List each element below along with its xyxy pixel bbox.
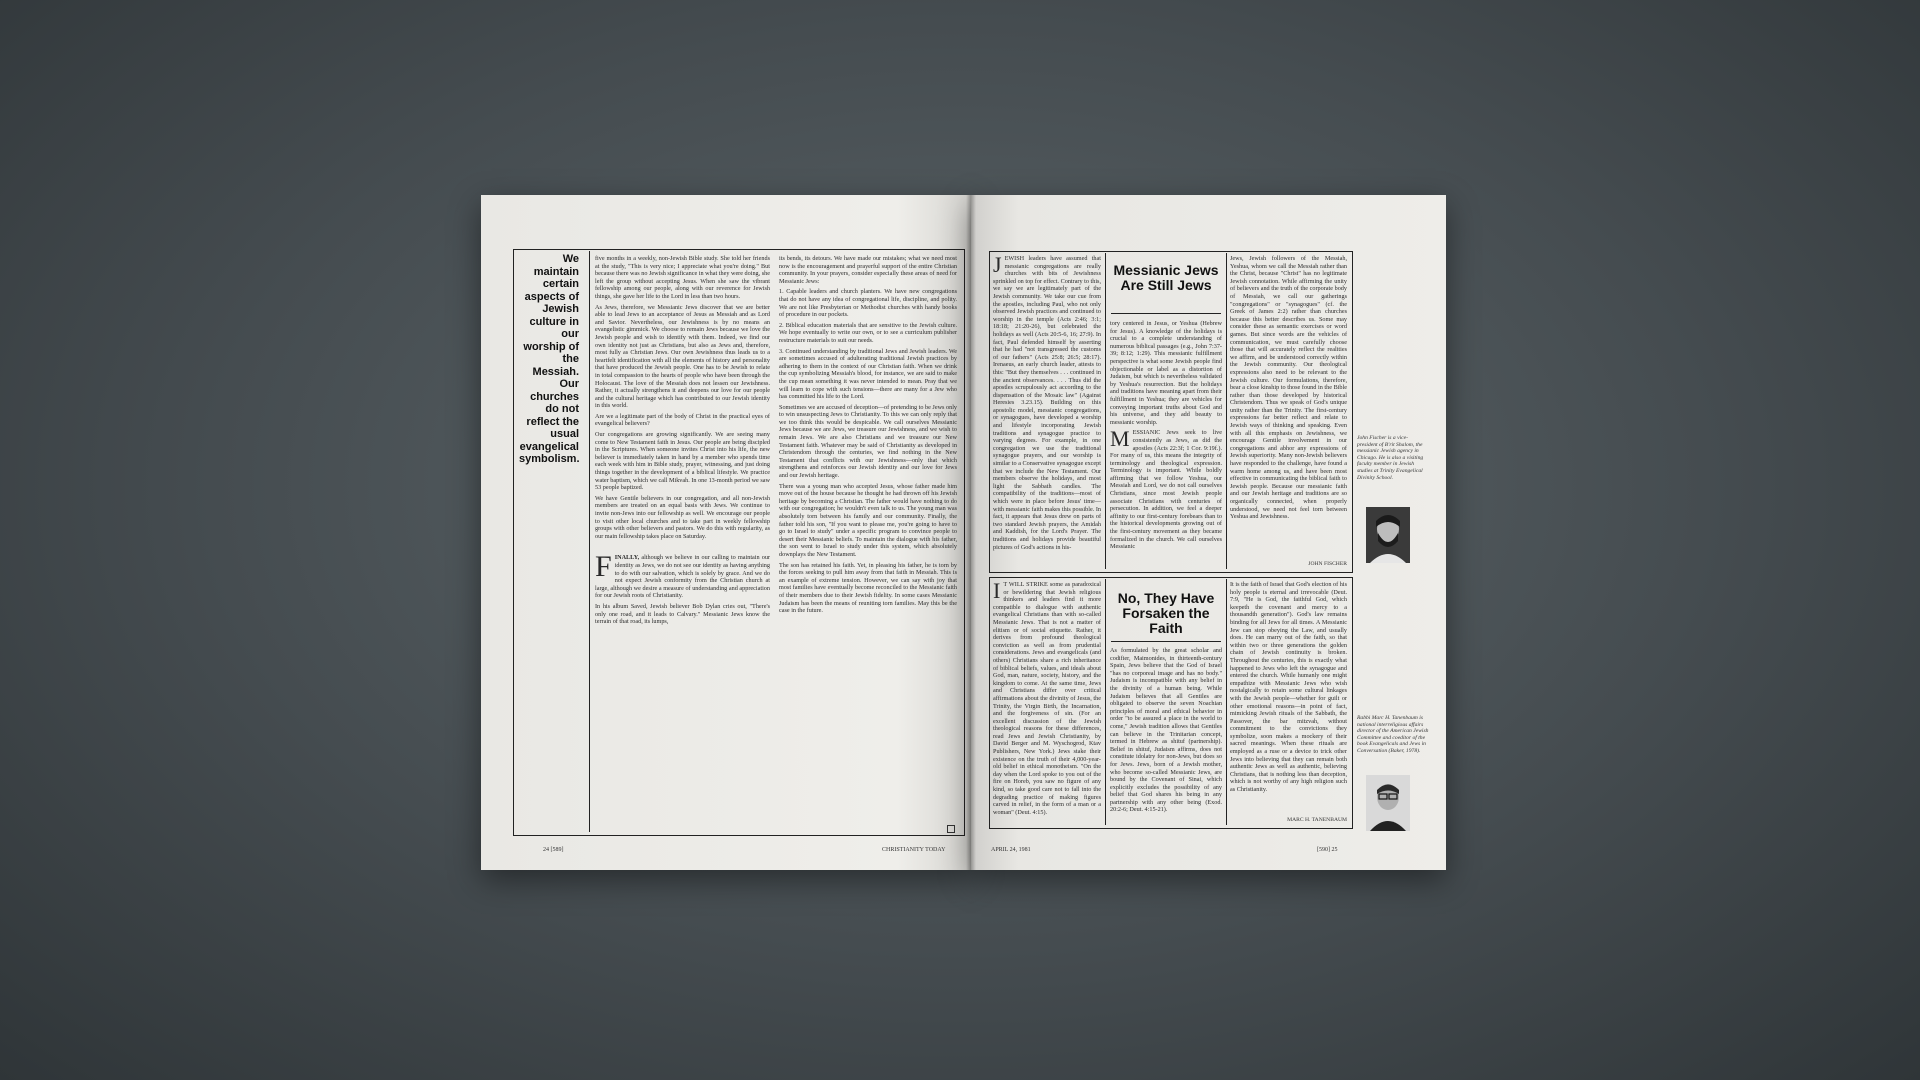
top-column-1 — [993, 255, 1101, 569]
finally-section — [595, 550, 770, 626]
bottom-rule-2 — [1226, 579, 1227, 825]
byline-john-fischer: JOHN FISCHER — [1308, 561, 1347, 567]
finally-lead: INALLY, — [614, 554, 640, 562]
col1-text — [595, 255, 770, 540]
top-col2-text-b: ESSIANIC Jews seek to live consistently as Jews, as did the apostles (Acts 22:3f; 1 Cor. 9:19f.). For many of us, this means the integrity of terminology and theological expression. Terminology is important. While boldly affirming that we follow Yeshua, our Messiah and Lord, we do not call ourselves Christians, since most Jewish people associate Christians with centuries of persecution. In addition, we feel a deeper affinity to our first-century forebears than to the historical developments growing out of the first-century movement as they became formalized in the church. We call ourselves Messianic — [1110, 429, 1222, 551]
dropcap-i: I — [993, 581, 1001, 603]
folio-date: APRIL 24, 1981 — [991, 847, 1031, 853]
photo-john-fischer — [1366, 507, 1410, 563]
headline-messianic-jews: Messianic Jews Are Still Jews — [1113, 262, 1219, 293]
end-mark — [947, 825, 955, 833]
col2-paragraph: 2. Biblical education materials that are sensitive to the Jewish culture. We hope eventually to write our own, or to see a curriculum publisher restructure materials to suit our needs. — [779, 321, 957, 344]
bottom-rule-1 — [1105, 579, 1106, 825]
col2-paragraph: 1. Capable leaders and church planters. We have new congregations that do not have any idea of congregational life, discipline, and polity. We are not like Presbyterian or Methodist churches with handy books of procedure in our pockets. — [779, 288, 957, 319]
headline-forsaken-faith: No, They Have Forsaken the Faith — [1117, 590, 1215, 636]
pull-quote: We maintain certain aspects of Jewish culture in our worship of the Messiah. Our churches do not reflect the usual evangelical symbolism. — [519, 253, 580, 465]
caption-john-fischer: John Fischer is a vice-president of B'rit Shalom, the messianic Jewish agency in Chicago. He is also a visiting faculty member in Jewish studies at Trinity Evangelical Divinity School. — [1357, 435, 1424, 481]
portrait-icon — [1366, 507, 1410, 563]
col2-text — [779, 255, 957, 615]
bottom-col1-text: T WILL STRIKE some as paradoxical or bewildering that Jewish religious thinkers and leaders find it more compatible to dialogue with authentic evangelical Christians than with so-called Messianic Jews. That is not a matter of elitism or of social etiquette. Rather, it derives from profound theological conviction as well as from prudential considerations. Jews and evangelicals (and others) Christians share a rich inheritance of biblical beliefs, values, and ideals about God, man, nature, society, history, and the kingdom to come. At the same time, Jews and Christians differ over critical affirmations about the divinity of Jesus, the Trinity, the Virgin Birth, the Incarnation, and the forgiveness of sin. (For an excellent discussion of the Jewish theological reasons for these differences, read Jews and Jewish Christianity, by David Berger and M. Wyschogrod, Ktav Publishers, New York.) Jews stake their existence on the truth of their 4,000-year-old belief in ethical monotheism. "On the day when the Lord spoke to you out of the fire on Horeb, you saw no figure of any kind, so take good care not to fall into the degrading practice of making figures carved in relief, in the form of a man or a woman" (Deut. 4:15). — [993, 581, 1101, 816]
finally-p1: although we believe in our calling to maintain our identity as Jews, we do not see our identity as having anything to do with our salvation, which is solely by grace. And we do not expect Jewish conformity from the Christian church at large, although we desire a measure of understanding and appreciation for our Jewish roots of Christianity. — [595, 554, 770, 600]
folio-page-number-right: [590] 25 — [1317, 847, 1338, 853]
spine-shadow — [966, 195, 976, 870]
folio-page-number: 24 [589] — [543, 847, 564, 853]
top-rule-2 — [1226, 253, 1227, 569]
col2-paragraph: The son has retained his faith. Yet, in pleasing his father, he is torn by the forces seeking to pull him away from that faith in Messiah. This is an example of extreme tension. However, we can say with joy that most families have eventually become reconciled to the Messianic faith of their members due to their Jewish fidelity. In some cases Messianic Judaism has been the means of reuniting torn families. May this be the case in the future. — [779, 561, 957, 615]
bottom-column-2 — [1110, 647, 1222, 825]
left-page — [481, 195, 971, 870]
left-column-1 — [595, 255, 770, 833]
byline-marc-tanenbaum: MARC H. TANENBAUM — [1287, 817, 1347, 823]
bottom-column-3 — [1230, 581, 1347, 815]
col1-paragraph: Are we a legitimate part of the body of Christ in the practical eyes of evangelical believers? — [595, 412, 770, 428]
portrait-icon — [1366, 775, 1410, 831]
left-column-2 — [779, 255, 957, 833]
caption-marc-tanenbaum: Rabbi Marc H. Tanenbaum is national interreligious affairs director of the American Jewish Committee and coeditor of the book Evangelicals and Jews in Conversation (Baker, 1978). — [1357, 715, 1429, 754]
headline-rule-bottom — [1111, 641, 1221, 642]
finally-p2: In his album Saved, Jewish believer Bob Dylan cries out, "There's only one road, and it leads to Calvary." Messianic Jews know the terrain of that road, its lumps, — [595, 602, 770, 626]
right-page — [971, 195, 1446, 870]
col2-paragraph: There was a young man who accepted Jesus, whose father made him move out of the house because he thought he had thrown off his Jewish heritage by becoming a Christian. The father would have nothing to do with our congregation; he wouldn't even talk to us. The young man was absolutely torn between his family and our community. Finally, the father told his son, "If you want to please me, you're going to have to go to Israel to study" under a specific program to convince people to desert their Messianic beliefs. To maintain the dialogue with his father, the son went to Israel to study under this system, which absolutely downplays the New Testament. — [779, 482, 957, 558]
col1-paragraph: five months in a weekly, non-Jewish Bible study. She told her friends at the study, "This is very nice; I appreciate what you're doing." But because there was no Jewish significance in what they were doing, she left the group without accepting Jesus. When she saw the vibrant fellowship among our people, along with our reverence for Jewish things, she gave her life to the Lord in less than two hours. — [595, 255, 770, 300]
dropcap-f: F — [595, 550, 612, 584]
dropcap-j: J — [993, 255, 1002, 277]
col2-paragraph: its bends, its detours. We have made our mistakes; what we need most now is the encouragement and prayerful support of the entire Christian community. In your prayers, consider especially these areas of need for Messianic Jews: — [779, 255, 957, 285]
top-col2-text-a: tory centered in Jesus, or Yeshua (Hebrew for Jesus). A knowledge of the holidays is crucial to a complete understanding of numerous biblical passages (e.g., John 7:37-39; 8:12; 1:29). This messianic fulfillment perspective is what some Jewish people find objectionable or label as a distortion of Judaism, but which is nevertheless validated by Yeshua's resurrection. But the holidays and traditions have meaning apart from their fulfillment in Yeshua; they are vehicles for conveying important truths about God and his universe, and they add beauty to messianic worship. — [1110, 320, 1222, 426]
col1-paragraph: We have Gentile believers in our congregation, and all non-Jewish members are treated on an equal basis with Jews. We continue to invite non-Jews into our fellowship as well. We encourage our people to visit other local churches and to take part in weekly fellowship groups with other believers and pastors. We do this with regularity, as our main fellowship takes place on Saturday. — [595, 494, 770, 540]
top-column-3 — [1230, 255, 1347, 555]
col2-paragraph: 3. Continued understanding by traditional Jews and Jewish leaders. We are sometimes accused of adulterating traditional Jewish practices by adhering to them in the context of our Christian faith. When we drink the cup symbolizing Messiah's blood, for instance, we are said to make the cup mean something it was never intended to mean. Pray that we will learn to cope with such tensions—there are many for a Jew who has committed his life to the Lord. — [779, 347, 957, 401]
col1-paragraph: As Jews, therefore, we Messianic Jews discover that we are better able to lead Jews to an acceptance of Jesus as Messiah and as Lord and Savior. Nevertheless, our Jewishness is by no means an evangelistic gimmick. We choose to remain Jews because we love the Jewish people and wish to identify with them. Indeed, we find our own identity not just as Christians, but also as Jews and, therefore, most fully as Christian Jews. Our own Jewishness thus leads us to a heartfelt identification with all the elements of history and personality that have produced the Jewish people. One has to be Jewish to relate in total compassion to the hearts of people who have been through the Holocaust. The love of the Messiah does not lessen our Jewishness. Rather, it actually strengthens it and deepens our love for our people and the cultural heritage which has contributed to our Jewish identity in this world. — [595, 303, 770, 410]
col1-paragraph: Our congregations are growing significantly. We are seeing many come to New Testament faith in Jesus. Our people are being discipled in the Scriptures. When someone invites Christ into his life, the new believer is immediately taken in hand by a member who spends time each week with him in Bible study, prayer, witnessing, and just doing things together in the development of a biblical lifestyle. We practice water baptism, which we call Mikvah. In one 13-month period we saw 53 people baptized. — [595, 431, 770, 492]
col2-paragraph: Sometimes we are accused of deception—of pretending to be Jews only to win unsuspecting Jews to Christianity. To this we can only reply that we too think this would be despicable. We call ourselves Messianic Jews because we are Jews, we treasure our Jewishness, and we wish to remain Jews. We are also Christians and we treasure our New Testament faith. Whatever may be said of Christianity as developed in Christendom through the centuries, we find nothing in the New Testament that conflicts with our Jewishness—only that which strengthens and reinforces our Jewish identity and our love for Jews and our Jewish heritage. — [779, 403, 957, 480]
top-column-2 — [1110, 320, 1222, 569]
headline-rule — [1111, 313, 1221, 314]
bottom-column-1 — [993, 581, 1101, 825]
bottom-col3-text: It is the faith of Israel that God's election of his holy people is eternal and irrevocable (Deut. 7:9, "He is God, the faithful God, which keepeth the covenant and mercy to a thousandth generation"). God's law remains binding for all Jews for all times. A Messianic Jew can stop obeying the Law, and usually does. He can marry out of the faith, so that within two or three generations the golden chain of Jewish continuity is broken. Throughout the centuries, this is exactly what happened to Jews who left the synagogue and entered the church. While humanly one might empathize with Messianic Jews who wish nostalgically to retain some cultural linkages with the Jewish people—whether for guilt or other emotional reasons—in point of fact, mimicking Jewish rituals of the Sabbath, the Passover, the bar mitzvah, without commitment to the convictions they symbolize, soon makes a mockery of their sacred meanings. When these rituals are employed as a ruse or a device to trick other Jews into believing that they can remain both authentic Jews as well as authentic, believing Christians, that is nothing less than deception, which is not worthy of any high religion such as Christianity. — [1230, 581, 1347, 794]
top-col1-text: EWISH leaders have assumed that messianic congregations are really churches with bits of Jewishness sprinkled on top for effect. Contrary to this, we say we are legitimately part of the Jewish community. We take our cue from the apostles, including Paul, who not only observed Jewish practices and continued to worship in the temple (Acts 2:46; 3:1; 18:18; 21:20-26), but celebrated the holidays as well (Acts 20:5-6, 16; 27:9). In fact, Paul defended himself by asserting that he had "not transgressed the customs of our fathers" (Acts 25:8; 26:5; 28:17). Irenaeus, an early church leader, attests to this: "But they themselves . . . continued in the ancient observances. . . . Thus did the apostles scrupulously act according to the dispensation of the Mosaic law" (Against Heresies 3.23.15). Building on this apostolic model, messianic congregations, or synagogues, have developed a worship and lifestyle incorporating Jewish traditions and synagogue practice to varying degrees. For example, in one congregation we use the traditional synagogue prayers, and our worship is similar to a Conservative synagogue except that we include the New Testament. Our members observe the holidays, and most light the Sabbath candles. The compatibility of the traditions—most of which were in place before Jesus' time—with messianic faith makes this possible. In fact, it appears that Jesus drew on parts of two standard Jewish prayers, the Amidah and Kaddish, for the Lord's Prayer. The traditions and holidays provide beautiful pictures of God's actions in his- — [993, 255, 1101, 551]
top-col3-text: Jews, Jewish followers of the Messiah, Yeshua, whom we call the Messiah rather than the Christ, because "Christ" has no legitimate Jewish connotation. While affirming the unity of believers and the truth of the corporate body of Messiah, we call our gatherings "congregations" or "synagogues" (cf. the Greek of James 2:2) rather than churches because this better describes us. Some may consider these as semantic exercises or word games. But since words are the vehicles of communication, we must carefully choose those that will accurately reflect the realities we affirm, and be understood correctly within the Jewish community. Our theological expressions also need to be relevant to the Jewish culture. Our formulations, therefore, bear a close kinship to those found in the Bible rather than those developed by historical Christendom. Thus we speak of God's unique unity rather than the Trinity. The first-century expressions far better reflect and relate to Jewish ways of thinking and speaking. Even with all this emphasis on Jewishness, we encourage Gentile involvement in our congregations and abhor any expressions of Jewish superiority. Many non-Jewish believers have responded to the challenge, have found a warm home among us, and have been most effective in communicating the biblical faith to Jewish people. Because our messianic faith and our Jewish heritage and traditions are so organically connected, when properly understood, we need not feel torn between Yeshua and Jewishness. — [1230, 255, 1347, 521]
bottom-col2-text: As formulated by the great scholar and codifier, Maimonides, in thirteenth-century Spain, Jews believe that the God of Israel "has no corporeal image and has no body." Judaism is incompatible with any belief in the divinity of a human being. While Judaism believes that all Gentiles are obligated to observe the seven Noachian principles of moral and ethical behavior in order "to be assured a place in the world to come," Jewish tradition allows that Gentiles can believe in the Trinitarian concept, termed in Hebrew as shituf (partnership). Belief in shituf, Judaism affirms, does not constitute idolatry for non-Jews, but does so for Jews. Jews, born of a Jewish mother, who become so-called Messianic Jews, are bound by the Covenant of Sinai, which explicitly excludes the possibility of any belief that God shares his being in any partnership with any other being (Exod. 20:2-6; Deut. 4:15-21). — [1110, 647, 1222, 814]
folio-magazine-name: CHRISTIANITY TODAY — [882, 847, 946, 853]
photo-marc-tanenbaum — [1366, 775, 1410, 831]
top-rule-1 — [1105, 253, 1106, 569]
column-rule — [589, 251, 590, 832]
dropcap-m: M — [1110, 426, 1130, 452]
